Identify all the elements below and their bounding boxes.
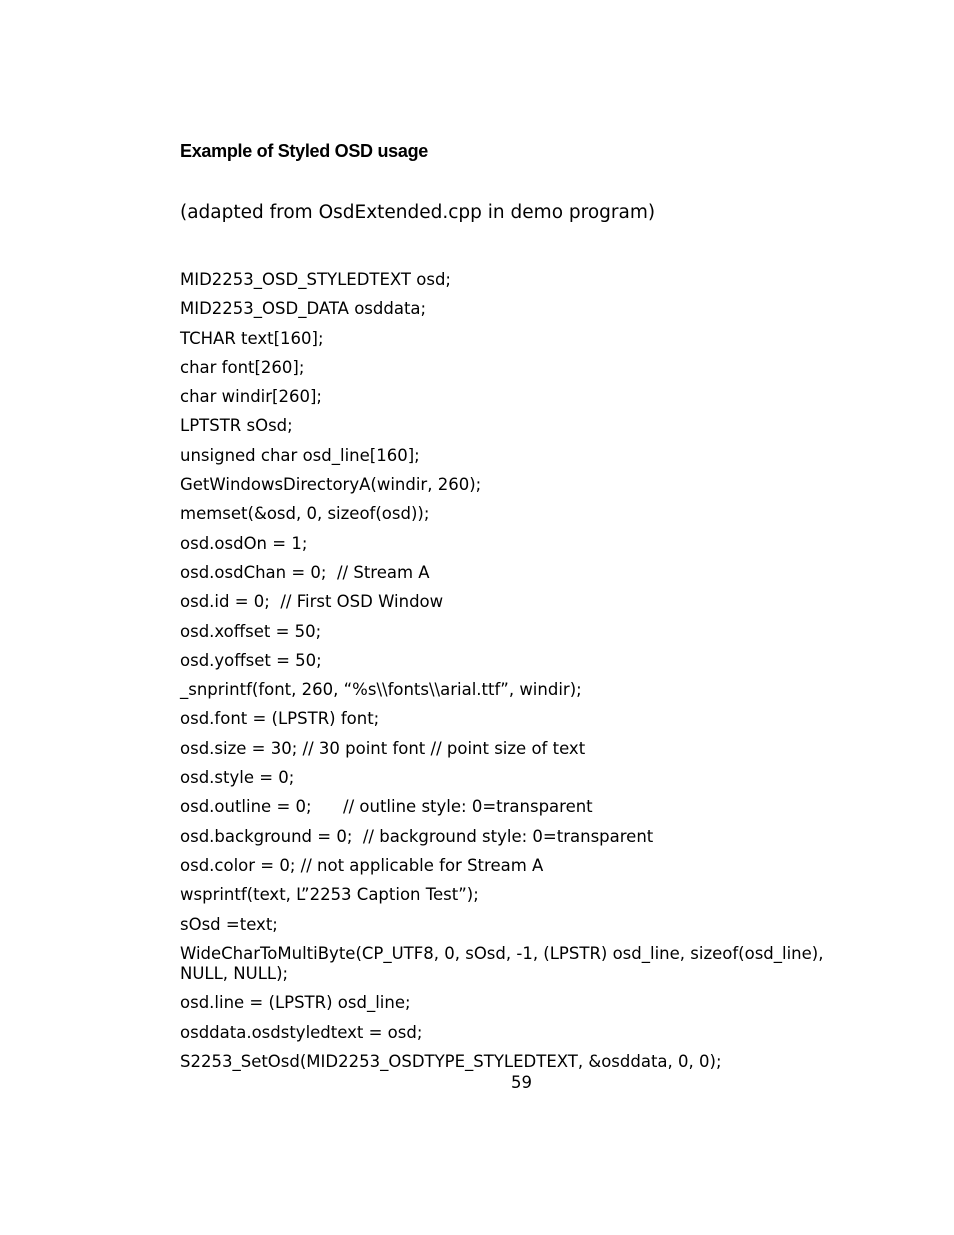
code-line: osd.line = (LPSTR) osd_line;	[180, 993, 411, 1013]
code-line: char windir[260];	[180, 387, 322, 407]
page-number: 59	[511, 1073, 532, 1092]
code-line: WideCharToMultiByte(CP_UTF8, 0, sOsd, -1, (LPSTR) osd_line, sizeof(osd_line), NULL, NULL);	[180, 943, 829, 983]
code-line: MID2253_OSD_DATA osddata;	[180, 299, 427, 319]
code-line: osd.background = 0; // background style: 0=transparent	[180, 826, 654, 846]
section-heading: Example of Styled OSD usage	[180, 141, 428, 161]
code-line: wsprintf(text, L”2253 Caption Test”);	[180, 885, 479, 905]
code-line: LPTSTR sOsd;	[180, 416, 293, 436]
code-line: osd.size = 30; // 30 point font // point size of text	[180, 738, 586, 758]
code-line: osd.xoffset = 50;	[180, 621, 322, 641]
code-line: char font[260];	[180, 357, 305, 377]
code-line: S2253_SetOsd(MID2253_OSDTYPE_STYLEDTEXT, &osddata, 0, 0);	[180, 1051, 722, 1071]
code-line: MID2253_OSD_STYLEDTEXT osd;	[180, 270, 451, 289]
code-line: memset(&osd, 0, sizeof(osd));	[180, 504, 430, 524]
section-subheading: (adapted from OsdExtended.cpp in demo program)	[180, 202, 656, 223]
code-line: osd.osdChan = 0; // Stream A	[180, 562, 430, 582]
code-line: osd.font = (LPSTR) font;	[180, 709, 380, 729]
code-line: GetWindowsDirectoryA(windir, 260);	[180, 475, 482, 495]
code-line: osd.id = 0; // First OSD Window	[180, 592, 444, 612]
code-line: osd.color = 0; // not applicable for Stream A	[180, 855, 544, 875]
code-line: osddata.osdstyledtext = osd;	[180, 1022, 423, 1042]
code-line: unsigned char osd_line[160];	[180, 445, 420, 465]
code-line: osd.style = 0;	[180, 768, 295, 788]
code-line: TCHAR text[160];	[180, 328, 324, 348]
code-line: osd.outline = 0; // outline style: 0=transparent	[180, 797, 593, 817]
code-line: sOsd =text;	[180, 914, 278, 934]
code-line: _snprintf(font, 260, “%s\\fonts\\arial.ttf”, windir);	[180, 680, 582, 700]
code-line: osd.yoffset = 50;	[180, 650, 322, 670]
code-line: osd.osdOn = 1;	[180, 533, 308, 553]
code-listing	[180, 270, 870, 1081]
